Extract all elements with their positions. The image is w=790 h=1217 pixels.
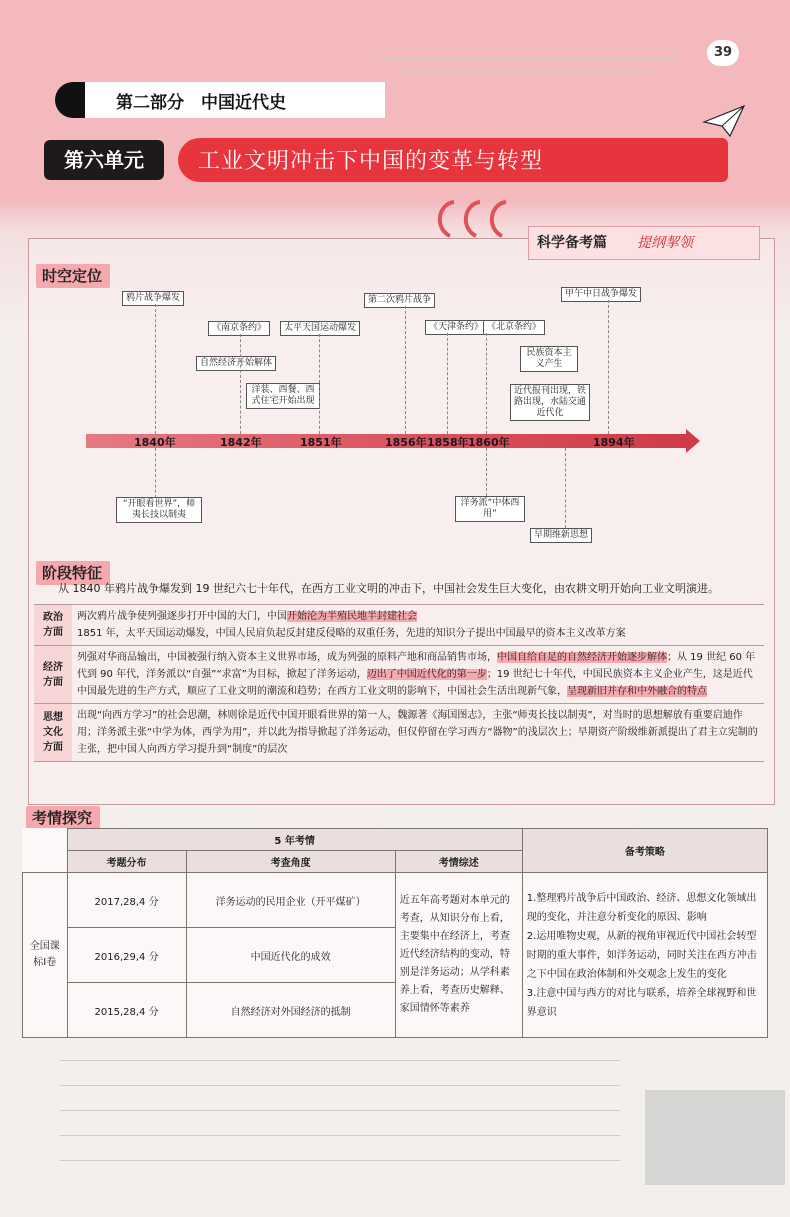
event-opium-war-2: 第二次鸦片战争 [364,293,435,308]
year-label: 1851年 [300,436,342,449]
timeline-arrow-icon [686,429,700,453]
politics-content: 两次鸦片战争使列强逐步打开中国的大门，中国开始沦为半殖民地半封建社会 1851 年，太平天国运动爆发，中国人民肩负起反封建反侵略的双重任务，先进的知识分子提出中国最早的资本主义改革方案 [72,605,764,646]
prep-badge-script: 提纲挈领 [637,235,693,251]
event-opium-war-1: 鸦片战争爆发 [122,291,184,306]
unit-label: 第六单元 [44,140,164,180]
economy-content: 列强对华商品输出，中国被强行纳入资本主义世界市场，成为列强的原料产地和商品销售市场，中国自给自足的自然经济开始逐步解体；从 19 世纪 60 年代到 90 年代，洋务派以“自强”“求富”为目标，掀起了洋务运动，迈出了中国近代化的第一步；19 世纪七十年代，中国民族资本主义企业产生，这是近代中国最先进的生产方式，顺应了工业文明的潮流和趋势；在西方工业文明的影响下，中国社会生活出现新气象，呈现新旧并存和中外融合的特点 [72,646,764,704]
table-row [34,646,764,704]
bleed-through-line [380,58,680,59]
angle-cell: 自然经济对外国经济的抵制 [186,983,395,1038]
event-nanjing-treaty: 《南京条约》 [208,321,270,336]
year-label: 1856年 [385,436,427,449]
row-label-thought: 思想文化方面 [34,704,72,762]
event-modern-media: 近代报刊出现，铁路出现，水陆交通近代化 [510,384,590,421]
event-sino-japanese-war: 甲午中日战争爆发 [561,287,641,302]
event-national-capital: 民族资本主义产生 [520,346,578,372]
year-label: 1894年 [593,436,635,449]
unit-title: 工业文明冲击下中国的变革与转型 [198,149,544,174]
event-natural-economy: 自然经济开始解体 [196,356,276,371]
table-row [34,704,764,762]
part-title: 第二部分 中国近代史 [116,93,286,113]
year-cell: 2015,28,4 分 [67,983,186,1038]
event-open-eyes: “开眼看世界”，师夷长技以制夷 [116,497,202,523]
event-early-reform: 早期维新思想 [530,528,592,543]
year-label: 1858年 [427,436,469,449]
strategy-header: 备考策略 [522,829,767,873]
angle-cell: 洋务运动的民用企业（开平煤矿） [186,873,395,928]
summary-header: 考情综述 [395,851,522,873]
row-label-politics: 政治方面 [34,605,72,646]
distribution-header: 考题分布 [67,851,186,873]
year-label: 1860年 [468,436,510,449]
event-tianjin-treaty: 《天津条约》 [425,320,487,335]
page-number: 39 [707,40,739,66]
prep-badge [528,226,760,260]
timeline-heading: 时空定位 [36,264,110,288]
year-label: 1842年 [220,436,262,449]
table-row [34,605,764,646]
prep-badge-main: 科学备考篇 [537,235,607,251]
exam-table [22,828,768,1038]
region-cell: 全国课标Ⅰ卷 [23,873,68,1038]
strategy-cell: 1.整理鸦片战争后中国政治、经济、思想文化领域出现的变化，并注意分析变化的原因、影响 2.运用唯物史观，从新的视角审视近代中国社会转型时期的重大事件，如洋务运动，同时关注在西方冲击之下中国在政治体制和外交观念上发生的变化 3.注意中国与西方的对比与联系，培养全球视野和世界意识 [522,873,767,1038]
thought-content: 出现“向西方学习”的社会思潮，林则徐是近代中国开眼看世界的第一人，魏源著《海国图志》，主张“师夷长技以制夷”，对当时的思想解放有重要启迪作用；洋务派主张“中学为体，西学为用”，并以此为指导掀起了洋务运动，但仅停留在学习西方“器物”的浅层次上；早期资产阶级维新派提出了君主立宪制的主张，把中国人向西方学习提升到“制度”的层次 [72,704,764,762]
event-western-goods: 洋装、西餐、西式住宅开始出现 [246,383,320,409]
year-label: 1840年 [134,436,176,449]
swirl-decoration-icon [432,196,532,240]
paper-plane-icon [702,104,746,138]
row-label-economy: 经济方面 [34,646,72,704]
bleed-through-line [400,72,650,73]
five-year-header: 5 年考情 [67,829,522,851]
year-cell: 2016,29,4 分 [67,928,186,983]
summary-cell: 近五年高考题对本单元的考查，从知识分布上看，主要集中在经济上，考查近代经济结构的变动，特别是洋务运动；从学科素养上看，考查历史解释、家国情怀等素养 [395,873,522,1038]
event-taiping: 太平天国运动爆发 [280,321,360,336]
bleed-through-photo [645,1090,785,1185]
event-self-strengthening: 洋务派“中体西用” [455,496,525,522]
features-table [34,604,764,762]
event-beijing-treaty: 《北京条约》 [483,320,545,335]
table-row [23,873,768,928]
year-cell: 2017,28,4 分 [67,873,186,928]
angle-header: 考查角度 [186,851,395,873]
features-summary: 从 1840 年鸦片战争爆发到 19 世纪六七十年代，在西方工业文明的冲击下，中国社会发生巨大变化，由农耕文明开始向工业文明演进。 [58,582,719,595]
exam-heading: 考情探究 [26,806,100,830]
angle-cell: 中国近代化的成效 [186,928,395,983]
features-heading: 阶段特征 [36,561,110,585]
